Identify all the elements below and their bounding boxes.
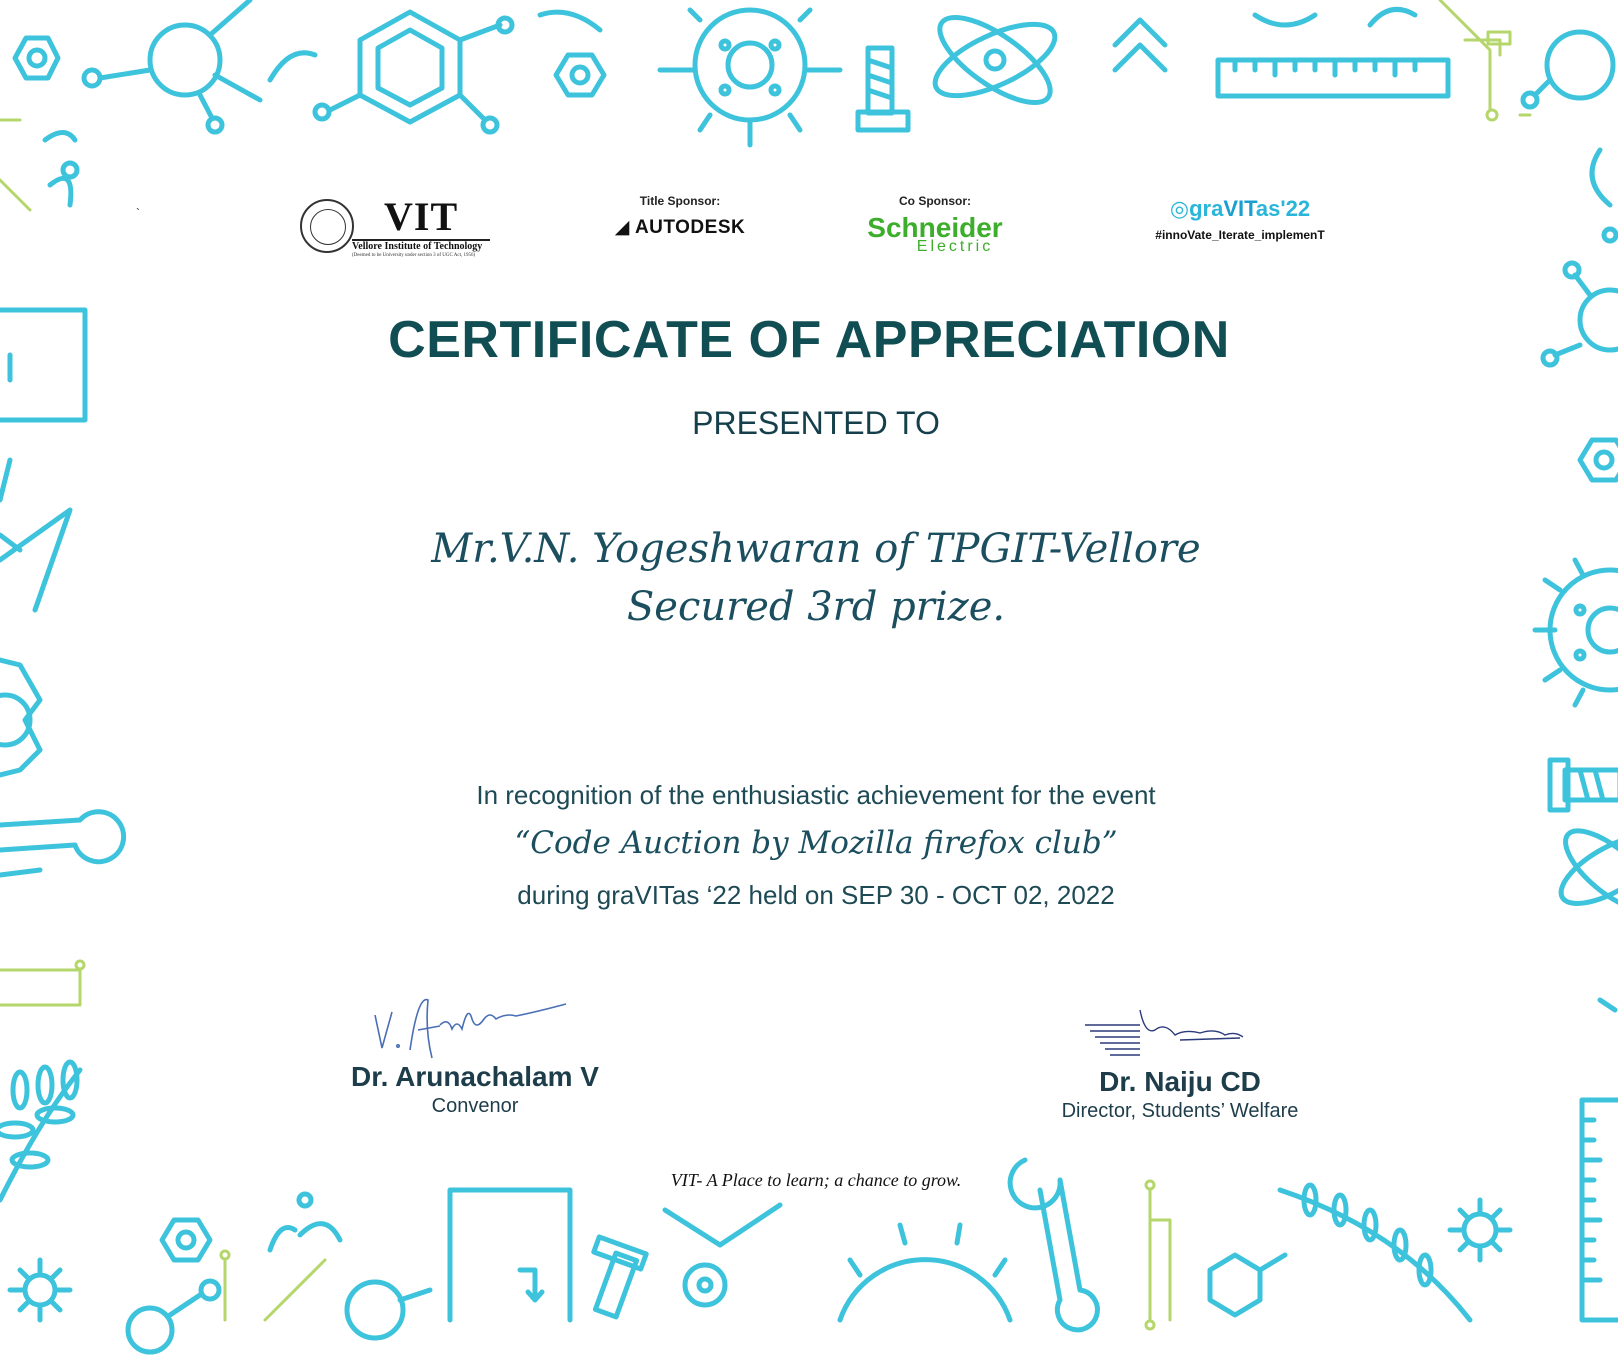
- recipient-name-line: Mr.V.N. Yogeshwaran of TPGIT-Vellore: [431, 526, 1201, 572]
- hex-nut-icon: [162, 1220, 210, 1260]
- certificate-title: CERTIFICATE OF APPRECIATION: [388, 311, 1230, 369]
- vit-logo: [300, 194, 490, 258]
- screw-icon: [858, 48, 908, 130]
- vit-seal-icon: [300, 199, 354, 253]
- molecule-icon: [84, 0, 260, 132]
- co-sponsor-label: Co Sponsor:: [899, 194, 971, 208]
- vit-logo-subtitle-small: (Deemed to be University under section 3 of UGC Act, 1956): [352, 253, 476, 258]
- convenor-signature-block: [330, 990, 620, 1118]
- recipient-block: [0, 520, 1618, 636]
- hex-nut-icon: [1580, 440, 1618, 480]
- recognition-text: In recognition of the enthusiastic achievement for the event: [476, 780, 1156, 810]
- bean-icon: [270, 1194, 340, 1250]
- gear-icon: [0, 660, 40, 775]
- gravitas-hashtag: #innoVate_Iterate_implemenT: [1155, 228, 1325, 242]
- schneider-wordmark: Schneider: [867, 212, 1003, 243]
- prize-line: Secured 3rd prize.: [626, 584, 1006, 630]
- circuit-trace-icon: [221, 1181, 1170, 1329]
- presented-to-label: PRESENTED TO: [692, 405, 940, 441]
- molecule-icon: [1523, 32, 1613, 107]
- virus-icon: [1450, 1200, 1510, 1260]
- screw-icon: [594, 1237, 646, 1317]
- ruler-icon: [1218, 60, 1448, 96]
- gravitas-logo: [1130, 196, 1350, 242]
- vit-logo-text: VIT: [384, 194, 459, 239]
- autodesk-icon: ◢: [614, 217, 635, 238]
- director-role: Director, Students’ Welfare: [1061, 1100, 1299, 1122]
- convenor-name: Dr. Arunachalam V: [351, 1061, 599, 1092]
- title-sponsor-logo: [600, 194, 760, 239]
- chevron-up-icon: [1115, 20, 1165, 70]
- ruler-icon: [1582, 1100, 1618, 1320]
- co-sponsor-logo: [850, 194, 1020, 256]
- gear-icon: [660, 10, 840, 145]
- paper-plane-icon: [1600, 1000, 1615, 1010]
- virus-icon: [10, 1260, 70, 1320]
- event-dates-text: during graVITas ‘22 held on SEP 30 - OCT 02, 2022: [517, 880, 1115, 910]
- gravitas-wordmark: ◎graVITas'22: [1169, 196, 1311, 221]
- convenor-signature: [330, 990, 620, 1070]
- title-sponsor-label: Title Sponsor:: [639, 194, 721, 208]
- hex-nut-icon: [15, 38, 58, 78]
- frame-bracket-icon: [450, 1190, 570, 1320]
- autodesk-wordmark: ◢ AUTODESK: [614, 217, 746, 238]
- leaf-branch-icon: [1280, 1185, 1470, 1320]
- hex-nut-icon: [556, 55, 604, 95]
- sponsor-logo-row: [0, 190, 1618, 270]
- director-signature-block: [1030, 995, 1330, 1123]
- stray-mark: `: [136, 206, 140, 220]
- gravitas-emblem-icon: ◎: [1169, 196, 1190, 221]
- atom-icon: [926, 2, 1065, 118]
- vit-motto: VIT- A Place to learn; a chance to grow.: [670, 1170, 962, 1190]
- gear-icon: [840, 1225, 1010, 1320]
- schneider-subtitle: Electric: [916, 238, 994, 255]
- director-name: Dr. Naiju CD: [1099, 1066, 1261, 1097]
- vit-logo-subtitle: Vellore Institute of Technology: [352, 241, 483, 252]
- circuit-trace-icon: [1440, 0, 1530, 120]
- event-name: “Code Auction by Mozilla firefox club”: [514, 825, 1118, 861]
- paper-plane-icon: [665, 1205, 780, 1305]
- benzene-icon: [315, 12, 512, 132]
- convenor-role: Convenor: [431, 1095, 519, 1117]
- molecule-icon: [347, 1282, 430, 1338]
- director-signature: [1030, 995, 1330, 1075]
- molecule-icon: [128, 1281, 219, 1352]
- benzene-icon: [1210, 1255, 1285, 1315]
